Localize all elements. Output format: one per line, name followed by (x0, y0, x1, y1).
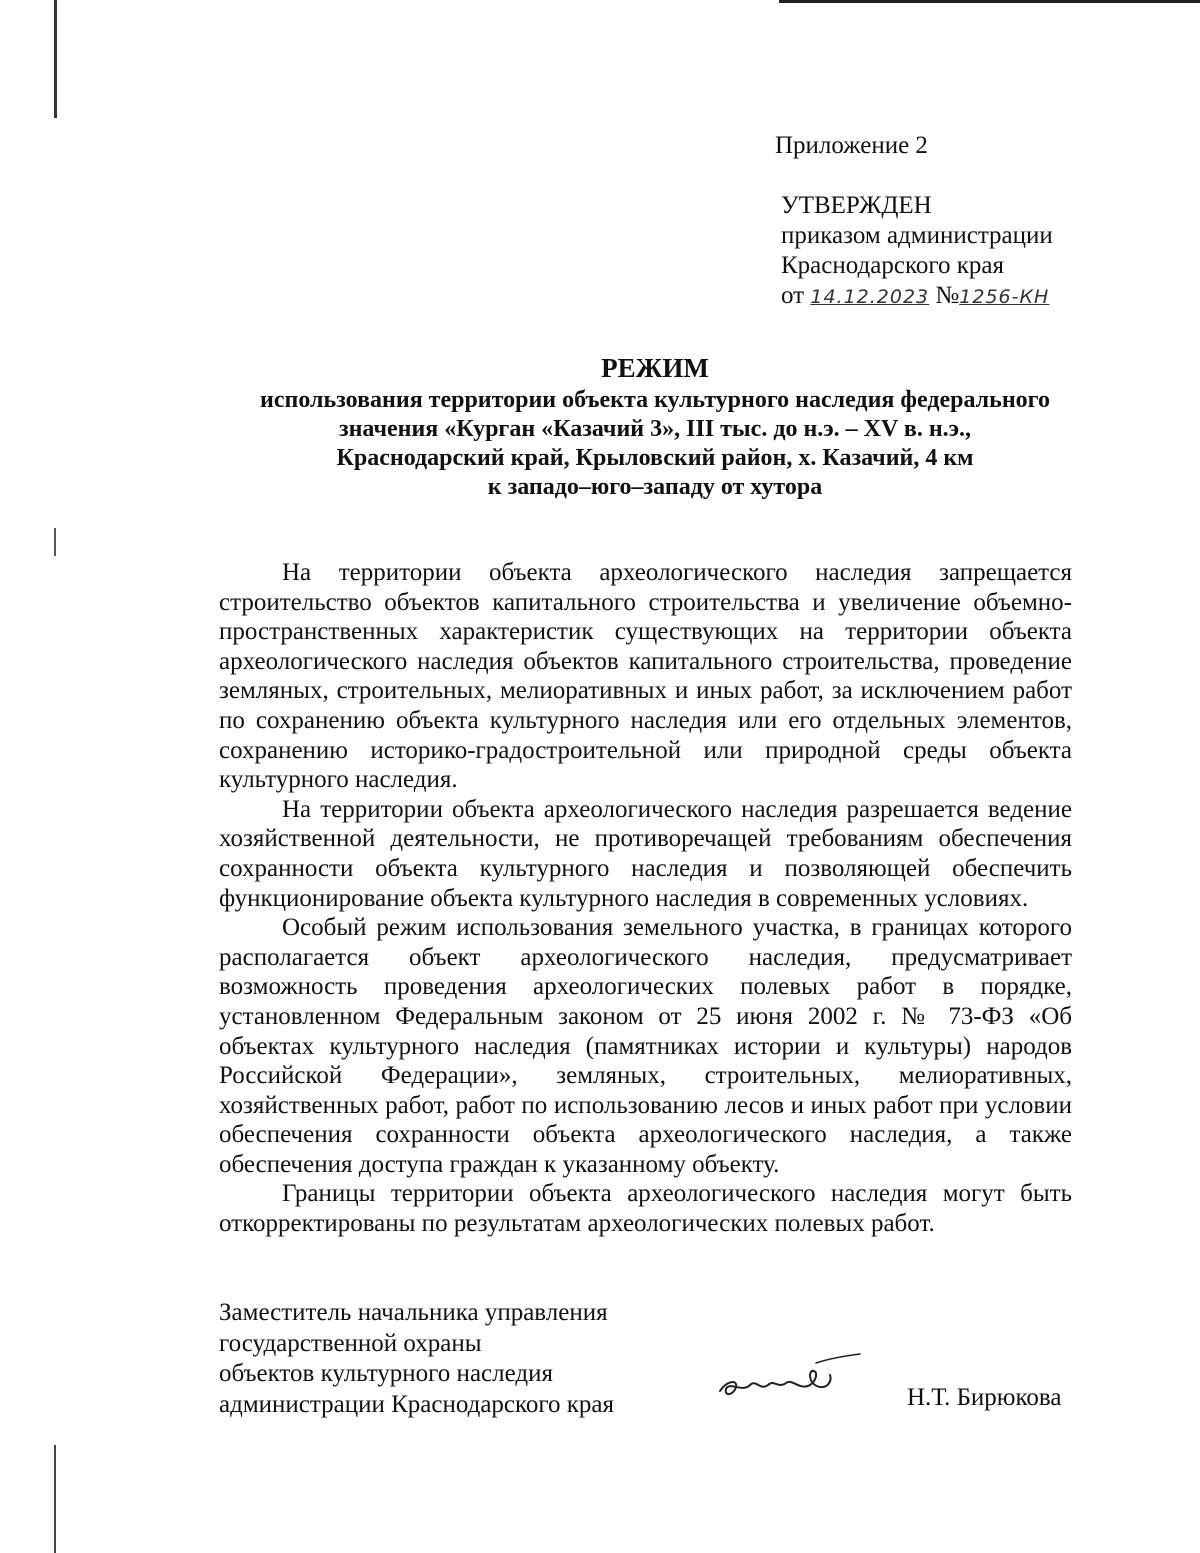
approval-date: 14.12.2023 (810, 286, 930, 308)
signer-position-line-1: Заместитель начальника управления (219, 1299, 608, 1326)
annex-label: Приложение 2 (775, 132, 928, 159)
signer-name: Н.Т. Бирюкова (907, 1384, 1062, 1411)
approval-number: 1256-КН (959, 286, 1050, 308)
title-line-3: Краснодарский край, Крыловский район, х. Казачий, 4 км (336, 445, 974, 471)
approval-line-1: приказом администрации (781, 222, 1053, 249)
approval-date-line (781, 281, 1053, 312)
paragraph-special-regime: Особый режим использования земельного участка, в границах которого располагается объект археологического наследия, предусматривает возможность проведения археологических полевых работ в порядке, установленном Федеральным законом от 25 июня 2002 г. № 73-ФЗ «Об объектах культурного наследия (памятниках истории и культуры) народов Российской Федерации», земляных, строительных, мелиоративных, хозяйственных работ, работ по использованию лесов и иных работ при условии обеспечения сохранности объекта археологического наследия, а также обеспечения доступа граждан к указанному объекту. (219, 914, 1072, 1178)
scan-border-left-mark (54, 528, 56, 556)
scan-border-left-bottom (54, 1445, 56, 1553)
approval-block (775, 131, 1053, 312)
scan-border-top (779, 0, 1200, 3)
date-prefix: от (781, 282, 805, 309)
document-title (200, 352, 1110, 502)
paragraph-boundaries: Границы территории объекта археологического наследия могут быть откорректированы по результатам археологических полевых работ. (219, 1180, 1072, 1238)
title-heading: РЕЖИМ (601, 353, 709, 383)
signer-position-line-2: государственной охраны (219, 1329, 482, 1357)
handwritten-signature (716, 1345, 866, 1405)
title-line-4: к западо–юго–западу от хутора (487, 474, 823, 500)
approved-label: УТВЕРЖДЕН (781, 192, 932, 219)
paragraph-permission: На территории объекта археологического наследия разрешается ведение хозяйственной деятельности, не противоречащей требованиям обеспечения сохранности объекта культурного наследия и позволяющей обеспечить функционирование объекта культурного наследия в современных условиях. (219, 795, 1072, 912)
number-prefix: № (935, 282, 960, 309)
signer-position-line-4: администрации Краснодарского края (219, 1390, 615, 1418)
title-line-1: использования территории объекта культурного наследия федерального (260, 387, 1050, 413)
document-body (219, 558, 1072, 1239)
signer-position (219, 1298, 614, 1420)
title-line-2: значения «Курган «Казачий 3», III тыс. до н.э. – XV в. н.э., (338, 416, 972, 442)
scan-border-left (54, 0, 57, 118)
paragraph-prohibition: На территории объекта археологического наследия запрещается строительство объектов капитального строительства и увеличение объемно-пространственных характеристик существующих на территории объекта археологического наследия объектов капитального строительства, проведение земляных, строительных, мелиоративных и иных работ, за исключением работ по сохранению объекта культурного наследия или его отдельных элементов, сохранению историко-градостроительной или природной среды объекта культурного наследия. (219, 559, 1072, 794)
approval-line-2: Краснодарского края (781, 252, 1004, 279)
signer-position-line-3: объектов культурного наследия (219, 1360, 553, 1387)
